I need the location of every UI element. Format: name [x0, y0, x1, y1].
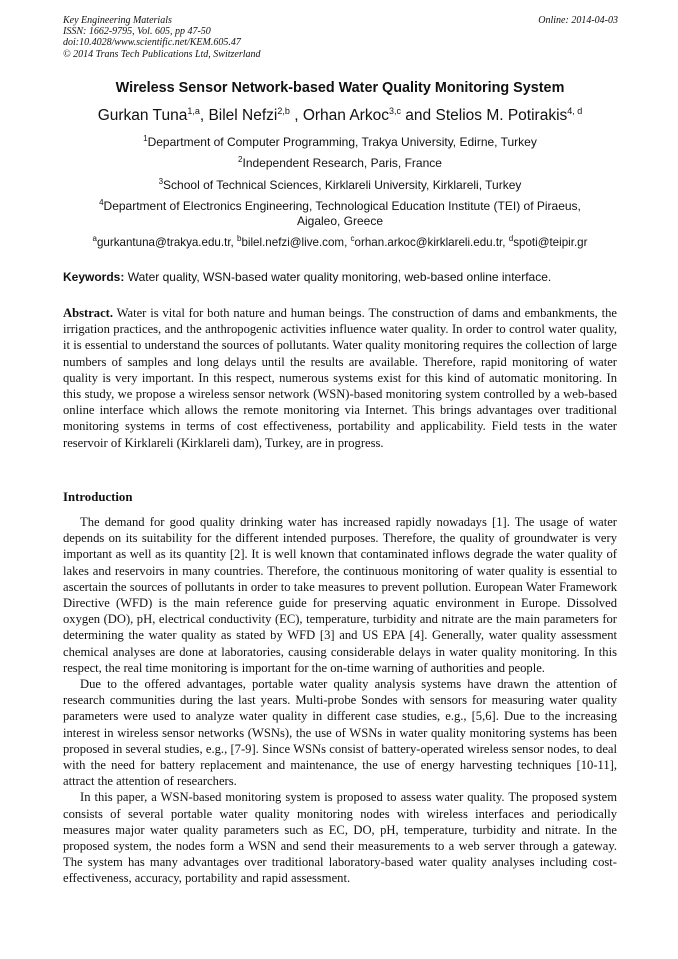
author-list: Gurkan Tuna$^{1,a}$, Bilel Nefzi$^{2,b}$ , Orhan Arkoc$^{3,c}$ and Stelios M. Potirakis$^{4, d}$	[97, 106, 583, 124]
affiliation-text: School of Technical Sciences, Kirklareli University, Kirklareli, Turkey	[163, 178, 522, 192]
author-name: Bilel Nefzi	[208, 107, 278, 124]
email-address: bilel.nefzi@live.com,	[241, 236, 348, 249]
email-address: spoti@teipir.gr	[513, 236, 588, 249]
affiliation-4	[80, 199, 600, 229]
keywords-text: Water quality, WSN-based water quality monitoring, web-based online interface.	[127, 270, 552, 284]
email-address: gurkantuna@trakya.edu.tr,	[96, 236, 234, 249]
affiliation-2	[40, 156, 640, 171]
affiliation-sup: 3	[158, 177, 164, 186]
author-sup: 4, d	[567, 106, 583, 116]
paper-title: Wireless Sensor Network-based Water Quality Monitoring System	[115, 80, 565, 96]
author-and: and	[405, 107, 432, 124]
abstract-text: Water is vital for both nature and human beings. The construction of dams and embankments, the irrigation practices, and the anthropogenic activities influence water quality. In order to control water quality, it is essential to understand the sources of pollutants. Water quality monitoring requires the collection of large numbers of samples and long delays until the results are available. Therefore, rapid monitoring of water quality is very important. In this respect, numerous systems exist for this kind of automatic monitoring. In this study, we propose a wireless sensor network (WSN)-based monitoring system controlled by a web-based online interface which allows the remote monitoring via Internet. This brings advantages over traditional monitoring systems in terms of cost effectiveness, portability and applicability. Field tests in the water reservoir of Kirklareli (Kirklareli dam), Turkey, are in progress.	[63, 306, 617, 450]
email-sup: c	[350, 234, 355, 243]
journal-header	[63, 15, 618, 60]
paragraph: Due to the offered advantages, portable water quality analysis systems have drawn the attention of research communities during the last years. Multi-probe Sondes with sensors for measuring water quality parameters were used to analyze water quality in different case studies, e.g., [5,6]. Due to the increasing interest in wireless sensor networks (WSNs), the use of WSNs in water quality monitoring systems has been proposed in several studies, e.g., [7-9]. Since WSNs consist of battery-operated wireless sensor nodes, to deal with the need for battery replacement and maintenance, the use of energy harvesting techniques [10-11], attract the attention of researchers.	[63, 677, 617, 789]
author-sup: 3,c	[388, 106, 401, 116]
affiliation-sup: 4	[99, 198, 104, 207]
affiliation-sup: 2	[238, 155, 243, 164]
email-sup: d	[508, 234, 514, 243]
abstract	[63, 305, 617, 451]
online-date: Online: 2014-04-03	[538, 15, 618, 26]
affiliation-1	[40, 135, 640, 150]
paragraph: The demand for good quality drinking water has increased rapidly nowadays [1]. The usage of water depends on its suitability for the different intended purposes. Therefore, the quality of groundwater is very important as well as its quantity [2]. It is well known that contaminated inflows degrade the water quality of lakes and reservoirs in many countries. Therefore, the continuous monitoring of water quality is essential to ascertain the sources of pollutants in order to take measures to prevent pollution. European Water Framework Directive (WFD) is the main reference guide for preserving aquatic environment in Europe. Dissolved oxygen (DO), pH, electrical conductivity (EC), temperature, turbidity and nitrate are the main parameters for determining the water quality as stated by WFD [3] and US EPA [4]. Generally, water quality assessment chemical analyses are done at laboratories, causing considerable delays in water quality monitoring. In this respect, the real time monitoring is important for the on-time warning of authorities and people.	[63, 515, 617, 675]
author-sup: 1,a	[187, 106, 200, 116]
issn: ISSN: 1662-9795, Vol. 605, pp 47-50	[63, 26, 211, 38]
author-name: Gurkan Tuna	[97, 107, 188, 124]
section-heading: Introduction	[63, 490, 133, 504]
author-sup: 2,b	[277, 106, 290, 116]
copyright: © 2014 Trans Tech Publications Ltd, Switzerland	[63, 48, 261, 60]
affiliation-text: Department of Electronics Engineering, Technological Education Institute (TEI) of Piraeus, Aigaleo, Greece	[103, 199, 581, 228]
email-sup: a	[92, 234, 97, 243]
introduction-body	[63, 514, 617, 887]
keywords-label: Keywords:	[63, 270, 125, 284]
author-name: Stelios M. Potirakis	[435, 107, 568, 124]
email-sup: b	[237, 234, 242, 243]
journal-name: Key Engineering Materials	[63, 15, 172, 26]
affiliation-sup: 1	[143, 134, 148, 143]
author-name: Orhan Arkoc	[302, 107, 389, 124]
email-line	[30, 235, 650, 250]
keywords	[63, 270, 623, 284]
email-address: orhan.arkoc@kirklareli.edu.tr,	[354, 236, 506, 249]
paragraph: In this paper, a WSN-based monitoring system is proposed to assess water quality. The proposed system consists of several portable water quality monitoring nodes with wireless interfaces and periodically measures major water quality parameters such as EC, DO, pH, temperature, turbidity and nitrate. In the proposed system, the nodes form a WSN and send their measurements to a web server through a gateway. The system has many advantages over traditional laboratory-based water quality analyses including cost-effectiveness, accuracy, portability and rapid assessment.	[63, 790, 617, 886]
affiliation-text: Department of Computer Programming, Trakya University, Edirne, Turkey	[147, 135, 537, 149]
abstract-label: Abstract.	[63, 306, 114, 320]
affiliation-text: Independent Research, Paris, France	[242, 156, 442, 170]
affiliation-3	[40, 178, 640, 193]
doi: doi:10.4028/www.scientific.net/KEM.605.47	[63, 37, 241, 49]
